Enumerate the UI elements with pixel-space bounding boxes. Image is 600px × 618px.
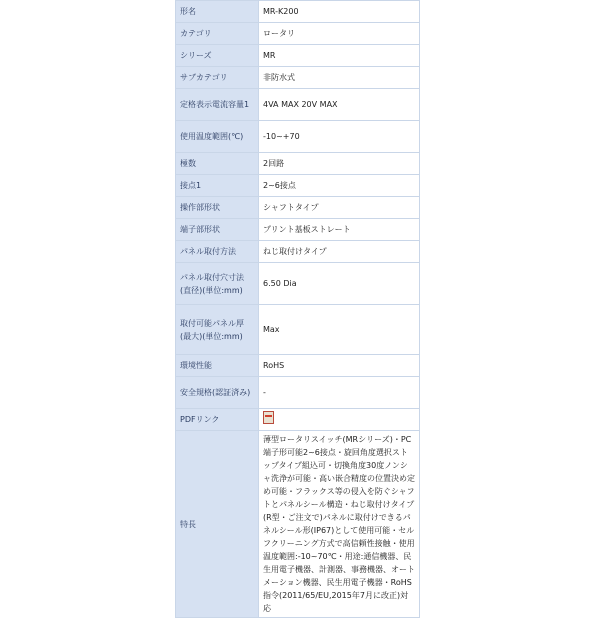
row-key: シリーズ: [176, 45, 259, 67]
row-value: -10~+70: [259, 121, 420, 153]
row-value: 薄型ロータリスイッチ(MRシリーズ)・PC端子形可能2~6接点・旋回角度選択ストップタイプ組込可・切換角度30度ノンシャ洗浄が可能・高い嵌合精度の位置決め定め可能・フラックス等の侵入を防ぐシャフトとパネルシール構造・ねじ取付けタイプ(R型・ご注文で)パネルに取付けできるパネルシール形(IP67)として使用可能・セルフクリーニング方式で高信頼性接触・使用温度範囲:-10~70℃・用途:通信機器、民生用電子機器、計測器、事務機器、オートメーション機器、民生用電子機器・RoHS指令(2011/65/EU,2015年7月に改正)対応: [259, 431, 420, 618]
row-key: PDFリンク: [176, 409, 259, 431]
row-key: パネル取付方法: [176, 241, 259, 263]
row-key: 取付可能パネル厚(最大)(単位:mm): [176, 305, 259, 355]
row-value: RoHS: [259, 355, 420, 377]
table-row: [176, 431, 420, 618]
row-key: 定格表示電流容量1: [176, 89, 259, 121]
row-key: 接点1: [176, 175, 259, 197]
spec-table-container: [175, 0, 420, 618]
spec-table: [175, 0, 420, 618]
table-row: [176, 409, 420, 431]
row-value: 2~6接点: [259, 175, 420, 197]
row-key: 特長: [176, 431, 259, 618]
table-row: [176, 377, 420, 409]
table-row: [176, 1, 420, 23]
table-row: [176, 121, 420, 153]
table-row: [176, 305, 420, 355]
row-key: カテゴリ: [176, 23, 259, 45]
row-value: ロータリ: [259, 23, 420, 45]
row-key: 極数: [176, 153, 259, 175]
row-value: MR: [259, 45, 420, 67]
row-value: MR-K200: [259, 1, 420, 23]
table-row: [176, 45, 420, 67]
row-key: 使用温度範囲(℃): [176, 121, 259, 153]
row-value: 2回路: [259, 153, 420, 175]
row-key: 環境性能: [176, 355, 259, 377]
row-value: 4VA MAX 20V MAX: [259, 89, 420, 121]
table-row: [176, 175, 420, 197]
table-row: [176, 355, 420, 377]
row-value: [259, 409, 420, 431]
table-row: [176, 23, 420, 45]
row-key: 形名: [176, 1, 259, 23]
row-key: パネル取付穴寸法(直径)(単位:mm): [176, 263, 259, 305]
row-key: サブカテゴリ: [176, 67, 259, 89]
table-row: [176, 67, 420, 89]
row-value: プリント基板ストレート: [259, 219, 420, 241]
row-key: 端子部形状: [176, 219, 259, 241]
pdf-file-icon[interactable]: [263, 411, 274, 424]
row-value: シャフトタイプ: [259, 197, 420, 219]
row-value: ねじ取付けタイプ: [259, 241, 420, 263]
table-row: [176, 219, 420, 241]
row-value: 非防水式: [259, 67, 420, 89]
row-key: 安全規格(認証済み): [176, 377, 259, 409]
table-row: [176, 241, 420, 263]
row-key: 操作部形状: [176, 197, 259, 219]
table-row: [176, 197, 420, 219]
table-row: [176, 89, 420, 121]
row-value: Max: [259, 305, 420, 355]
row-value: -: [259, 377, 420, 409]
table-row: [176, 153, 420, 175]
row-value: 6.50 Dia: [259, 263, 420, 305]
table-row: [176, 263, 420, 305]
